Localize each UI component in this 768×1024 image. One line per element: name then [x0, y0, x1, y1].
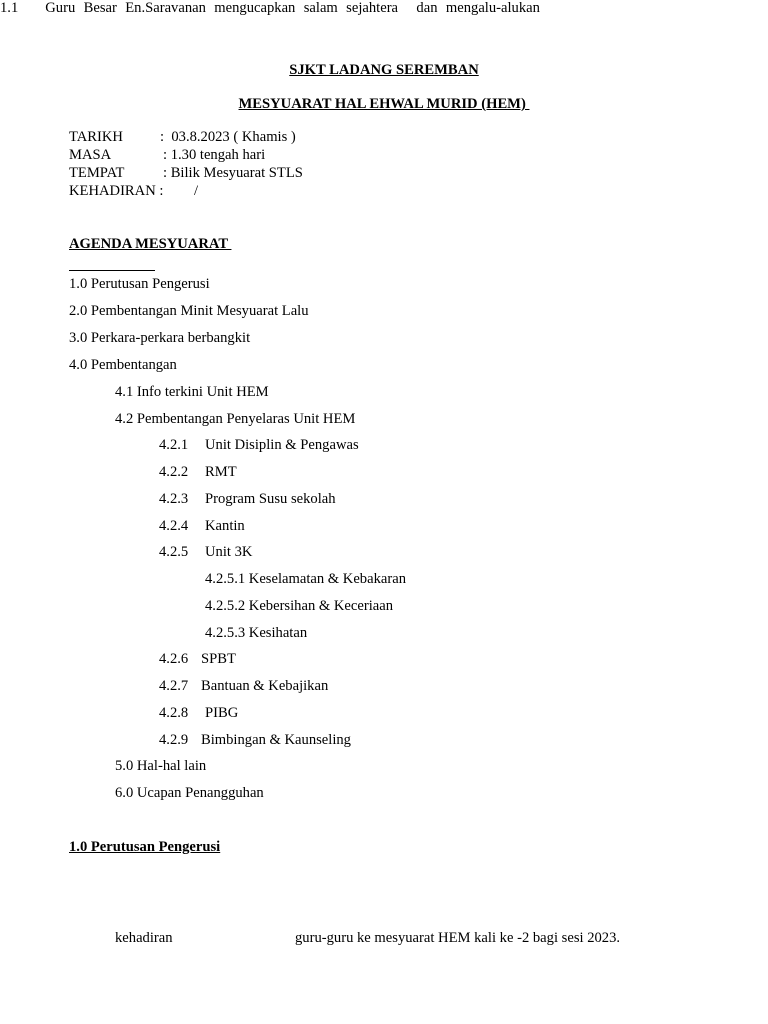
paragraph-word: mengalu-alukan — [445, 0, 540, 16]
unit-number: 4.2.3 — [159, 491, 189, 507]
paragraph-words — [45, 0, 540, 17]
unit-label: Program Susu sekolah — [205, 491, 336, 507]
section-heading: 1.0 Perutusan Pengerusi — [69, 839, 221, 855]
unit-label: RMT — [205, 464, 237, 480]
masa-label: MASA — [69, 147, 112, 163]
unit-number: 4.2.9 — [159, 732, 189, 748]
kehadiran-label: KEHADIRAN : — [69, 183, 164, 199]
paragraph-line-2-start: kehadiran — [115, 930, 173, 946]
agenda-subitem: 4.2 Pembentangan Penyelaras Unit HEM — [115, 411, 356, 427]
paragraph-word: salam — [303, 0, 338, 16]
heading-underline-rule — [69, 270, 155, 271]
agenda-item: 2.0 Pembentangan Minit Mesyuarat Lalu — [69, 303, 309, 319]
unit-label: SPBT — [201, 651, 236, 667]
unit-label: Bantuan & Kebajikan — [201, 678, 329, 694]
unit-number: 4.2.4 — [159, 518, 189, 534]
tarikh-value: : 03.8.2023 ( Khamis ) — [160, 129, 296, 145]
kehadiran-value: / — [194, 183, 199, 199]
paragraph-word: sejahtera — [346, 0, 399, 16]
paragraph-line-1 — [0, 0, 540, 17]
agenda-heading: AGENDA MESYUARAT — [69, 236, 232, 252]
unit-number: 4.2.6 — [159, 651, 189, 667]
tarikh-label: TARIKH — [69, 129, 123, 145]
unit-number: 4.2.5 — [159, 544, 189, 560]
paragraph-word: Guru — [45, 0, 76, 16]
paragraph-word: En.Saravanan — [125, 0, 206, 16]
paragraph-line-2-rest: guru-guru ke mesyuarat HEM kali ke -2 bagi sesi 2023. — [295, 930, 621, 946]
sub3k-item: 4.2.5.2 Kebersihan & Keceriaan — [205, 598, 394, 614]
agenda-subitem: 4.1 Info terkini Unit HEM — [115, 384, 269, 400]
unit-label: Bimbingan & Kaunseling — [201, 732, 351, 748]
tempat-label: TEMPAT — [69, 165, 125, 181]
paragraph-word: dan — [416, 0, 438, 16]
unit-label: Unit Disiplin & Pengawas — [205, 437, 359, 453]
school-title: SJKT LADANG SEREMBAN — [289, 62, 479, 78]
sub3k-item: 4.2.5.3 Kesihatan — [205, 625, 308, 641]
unit-number: 4.2.8 — [159, 705, 189, 721]
unit-label: PIBG — [205, 705, 239, 721]
unit-number: 4.2.1 — [159, 437, 189, 453]
agenda-closing-item: 6.0 Ucapan Penangguhan — [115, 785, 264, 801]
agenda-item: 3.0 Perkara-perkara berbangkit — [69, 330, 251, 346]
agenda-closing-item: 5.0 Hal-hal lain — [115, 758, 207, 774]
agenda-item: 4.0 Pembentangan — [69, 357, 177, 373]
meeting-title: MESYUARAT HAL EHWAL MURID (HEM) — [238, 96, 530, 112]
unit-number: 4.2.7 — [159, 678, 189, 694]
unit-label: Kantin — [205, 518, 245, 534]
paragraph-word: Besar — [83, 0, 117, 16]
unit-label: Unit 3K — [205, 544, 253, 560]
agenda-item: 1.0 Perutusan Pengerusi — [69, 276, 210, 292]
paragraph-number: 1.1 — [0, 0, 19, 16]
tempat-value: : Bilik Mesyuarat STLS — [163, 165, 303, 181]
sub3k-item: 4.2.5.1 Keselamatan & Kebakaran — [205, 571, 406, 587]
masa-value: : 1.30 tengah hari — [163, 147, 266, 163]
unit-number: 4.2.2 — [159, 464, 189, 480]
paragraph-word: mengucapkan — [214, 0, 296, 16]
